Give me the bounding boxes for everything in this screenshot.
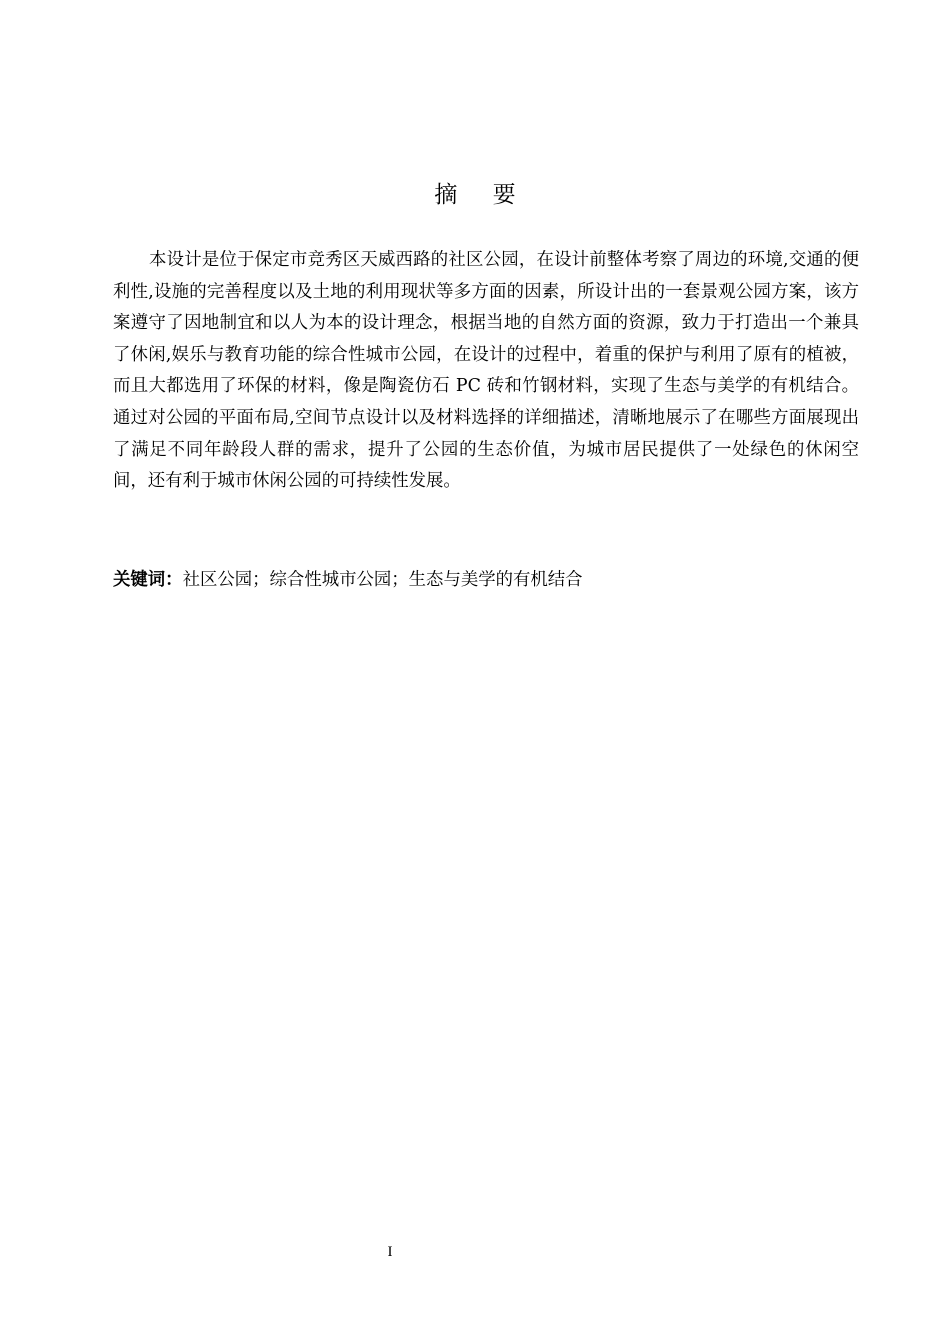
page-title: 摘 要: [434, 182, 530, 208]
page-number: I: [387, 1244, 393, 1260]
keywords-line: [113, 565, 859, 595]
abstract-paragraph: 本设计是位于保定市竞秀区天威西路的社区公园，在设计前整体考察了周边的环境,交通的便利性,设施的完善程度以及土地的利用现状等多方面的因素，所设计出的一套景观公园方案，该方案遵守了因地制宜和以人为本的设计理念，根据当地的自然方面的资源，致力于打造出一个兼具了休闲,娱乐与教育功能的综合性城市公园，在设计的过程中，着重的保护与利用了原有的植被，而且大都选用了环保的材料，像是陶瓷仿石 PC 砖和竹钢材料，实现了生态与美学的有机结合。通过对公园的平面布局,空间节点设计以及材料选择的详细描述，清晰地展示了在哪些方面展现出了满足不同年龄段人群的需求，提升了公园的生态价值，为城市居民提供了一处绿色的休闲空间，还有利于城市休闲公园的可持续性发展。: [113, 250, 859, 492]
keywords-label: 关键词：: [113, 570, 183, 590]
keywords-text: 社区公园；综合性城市公园；生态与美学的有机结合: [182, 570, 583, 590]
